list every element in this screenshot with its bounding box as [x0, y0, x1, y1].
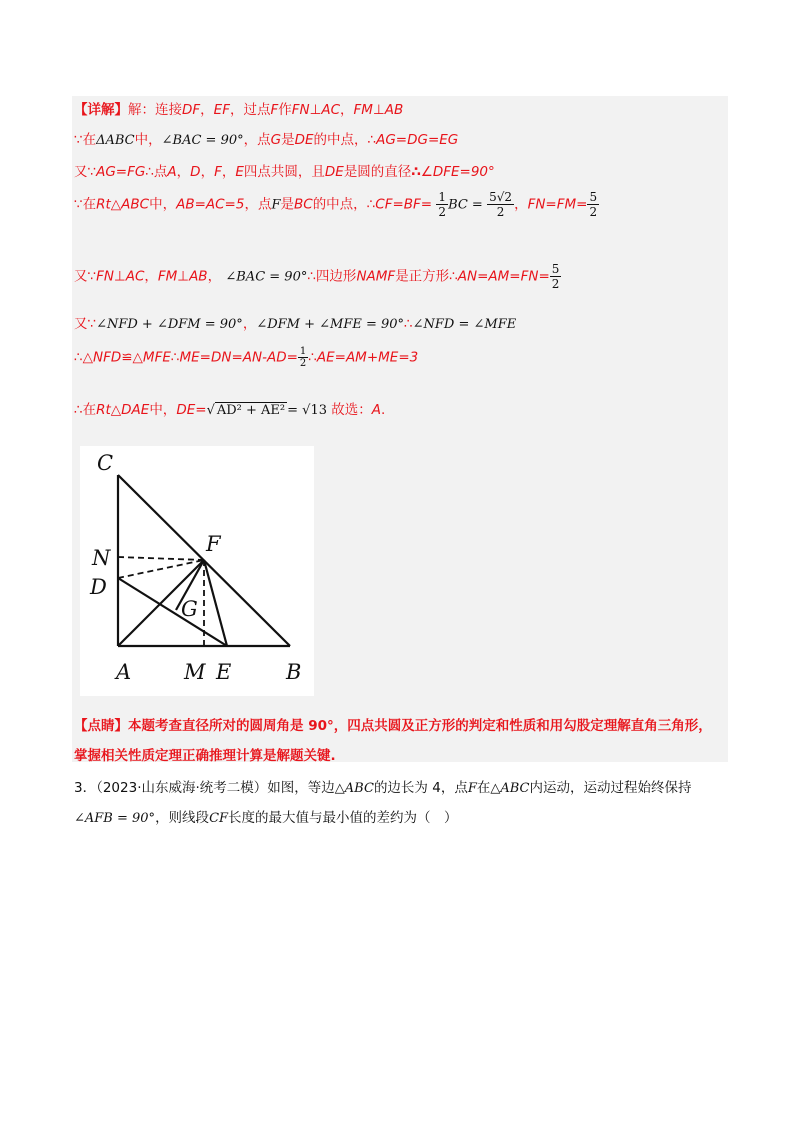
fraction-one-half-2: $\frac{1}{2}$ — [299, 346, 307, 369]
dashed-NF — [118, 557, 204, 560]
solution-line-6: 又∵∠NFD + ∠DFM = 90°，∠DFM + ∠MFE = 90°∴∠NFD = ∠MFE — [74, 316, 517, 332]
detail-tag: 【详解】 — [74, 102, 128, 118]
label-A: A — [116, 660, 132, 684]
label-D: D — [90, 575, 107, 599]
label-G: G — [181, 597, 198, 621]
label-M: M — [184, 660, 206, 684]
solution-line-8: ∴在Rt△DAE中，DE=√ AD² + AE² = √13 故选：A. — [74, 402, 386, 418]
comment-line-1: 【点睛】本题考查直径所对的圆周角是 90°，四点共圆及正方形的判定和性质和用勾股定理解直角三角形， — [74, 718, 712, 734]
fraction-one-half: $\frac{1}{2}$ — [438, 190, 447, 219]
label-C: C — [97, 451, 114, 475]
fraction-five-halves: $\frac{5}{2}$ — [589, 190, 598, 219]
comment-tag: 【点睛】 — [74, 718, 128, 734]
solution-line-4: ∵在Rt△ABC中，AB=AC=5，点F是BC的中点，∴CF=BF= $\frac{1}{2}$ BC = $\frac{5√2}{2}$ ，FN=FM= $\frac{5}{2}$ — [74, 190, 598, 219]
dashed-DF — [118, 560, 204, 578]
solution-line-3: 又∵AG=FG∴点A，D，F，E四点共圆，且DE是圆的直径∴∠DFE=90° — [74, 164, 495, 180]
label-E: E — [216, 660, 232, 684]
label-F: F — [206, 532, 221, 556]
solution-line-5: 又∵FN⊥AC，FM⊥AB， ∠BAC = 90°∴四边形NAMF是正方形∴AN=AM=FN= $\frac{5}{2}$ — [74, 262, 560, 291]
fraction-five-root2-over-2: $\frac{5√2}{2}$ — [489, 190, 513, 219]
comment-line-2: 掌握相关性质定理正确推理计算是解题关键. — [74, 748, 336, 764]
solution-line-1: 【详解】解：连接DF，EF，过点F作FN⊥AC，FM⊥AB — [74, 102, 404, 118]
geometry-figure — [80, 446, 314, 696]
label-B: B — [286, 660, 302, 684]
fraction-five-halves-2: $\frac{5}{2}$ — [551, 262, 560, 291]
sqrt-expression: √ AD² + AE² — [206, 403, 286, 418]
label-N: N — [92, 546, 111, 570]
question-line-1: 3．（2023·山东威海·统考二模）如图，等边△ABC的边长为 4，点F在△ABC内运动，运动过程始终保持 — [74, 780, 692, 796]
solution-line-7: ∴△NFD≌△MFE∴ME=DN=AN-AD= $\frac{1}{2}$ ∴AE=AM+ME=3 — [74, 346, 419, 369]
solution-line-2: ∵在ΔABC中，∠BAC = 90°，点G是DE的中点，∴AG=DG=EG — [74, 132, 459, 148]
question-line-2: ∠AFB = 90°，则线段CF长度的最大值与最小值的差约为（ ） — [74, 810, 458, 826]
